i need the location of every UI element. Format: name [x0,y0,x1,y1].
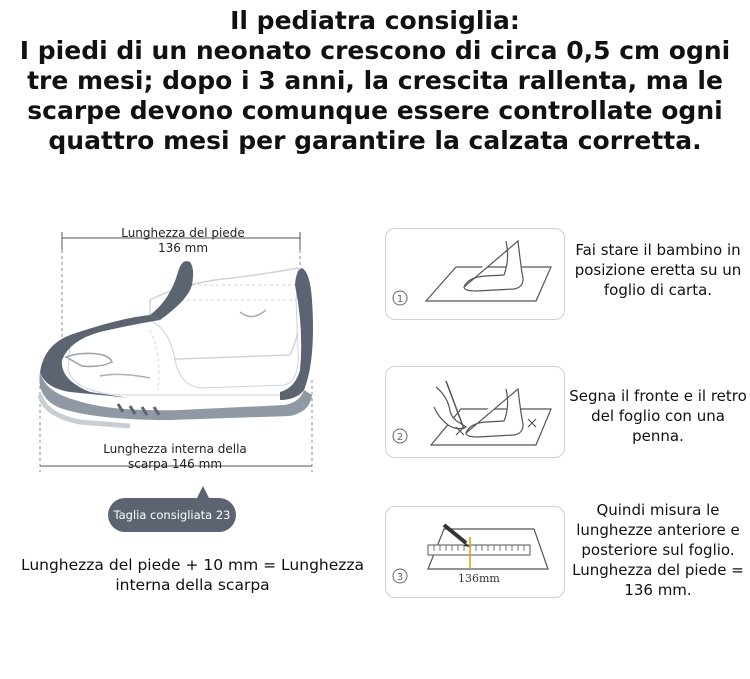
foot-length-label: Lunghezza del piede 136 mm [121,226,245,255]
inner-length-label: Lunghezza interna della scarpa 146 mm [103,442,247,471]
headline-line-2: I piedi di un neonato crescono di circa 0,5 cm ogni [19,36,731,65]
headline-line-4: scarpe devono comunque essere controllate ogni [27,96,723,125]
step-3-card [385,506,565,598]
formula: Lunghezza del piede + 10 mm = Lunghezza interna della scarpa [20,556,365,594]
step-1-card [385,228,565,320]
headline-line-1: Il pediatra consiglia: [230,6,520,35]
shoe-diagram [0,215,380,545]
svg-text:3: 3 [396,572,404,583]
step-2-text: Segna il fronte e il retro del foglio con una penna. [569,387,747,445]
size-bubble-text: Taglia consigliata 23 [113,507,231,522]
size-bubble [108,498,236,532]
headline-line-3: tre mesi; dopo i 3 anni, la crescita rallenta, ma le [27,66,723,95]
svg-text:2: 2 [396,432,404,443]
step-2-card [385,366,565,458]
step-3-text: Quindi misura le lunghezze anteriore e posteriore sul foglio. Lunghezza del piede = 136 mm. [572,501,744,599]
headline-line-5: quattro mesi per garantire la calzata corretta. [48,126,702,155]
sock [150,268,300,360]
svg-text:1: 1 [396,294,404,305]
ruler-label: 136mm [458,572,500,585]
step-1-illustration [386,229,564,319]
step-2-illustration [386,367,564,457]
step-1-text: Fai stare il bambino in posizione eretta su un foglio di carta. [574,241,742,299]
headline [0,6,750,156]
